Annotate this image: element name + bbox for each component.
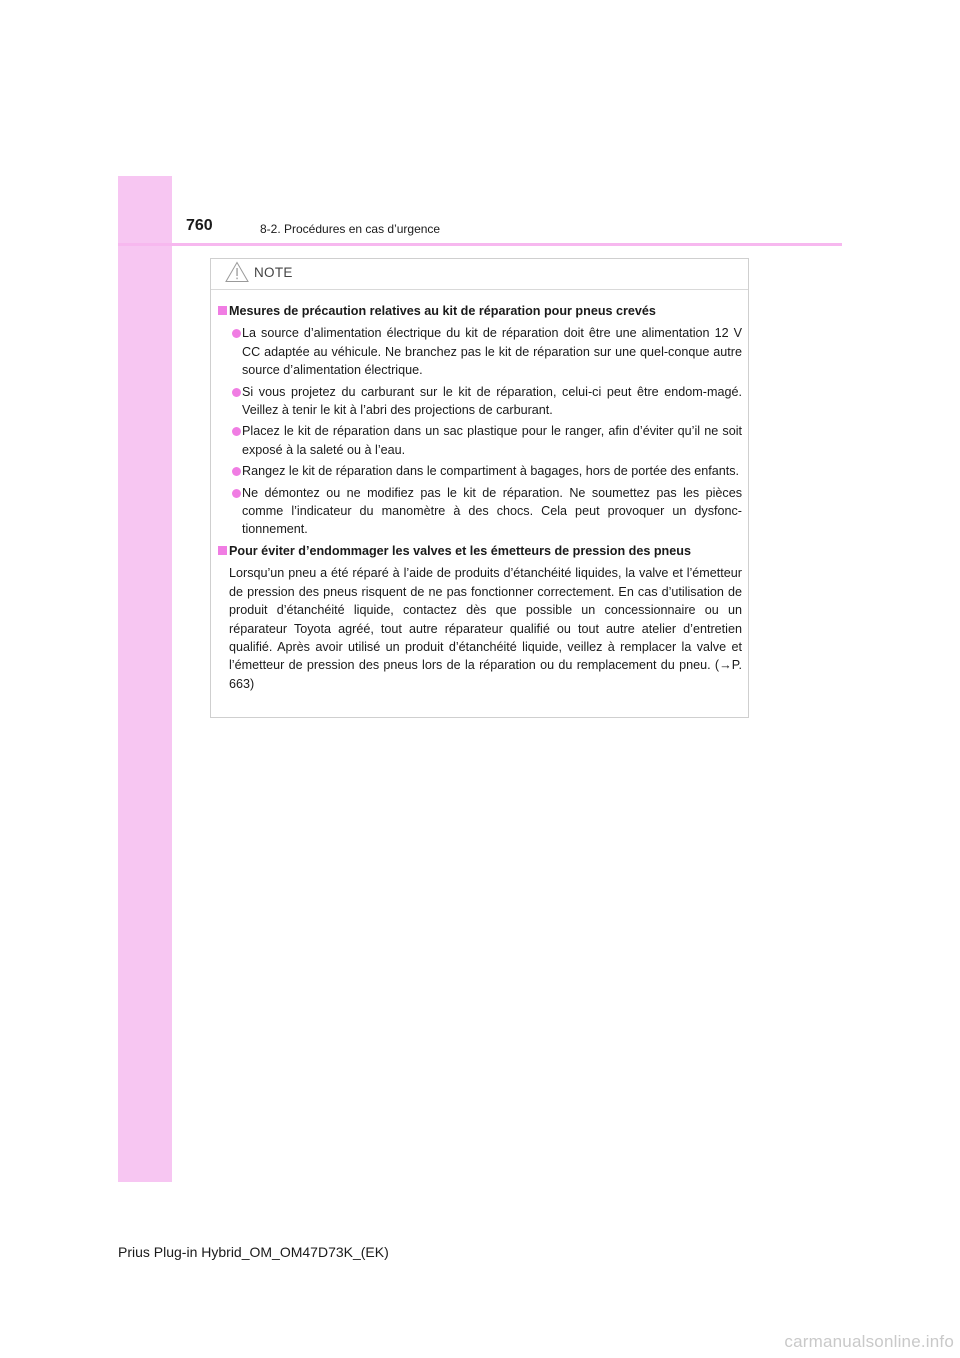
warning-triangle-icon (225, 261, 249, 288)
circle-bullet-icon (232, 388, 241, 397)
circle-bullet-icon (232, 489, 241, 498)
list-item-text: La source d’alimentation électrique du kit de réparation doit être une alimentation 12 V CC adaptée au véhicule. Ne branchez pas le kit de réparation sur une quel-conque autre source d’alimentation électrique. (242, 326, 742, 378)
list-item-text: Rangez le kit de réparation dans le compartiment à bagages, hors de portée des enfants. (242, 464, 740, 479)
note-box (210, 258, 749, 718)
circle-bullet-icon (232, 467, 241, 476)
list-item (217, 484, 742, 539)
note-header (211, 259, 748, 290)
heading-text: Mesures de précaution relatives au kit de réparation pour pneus crevés (229, 304, 656, 318)
header-rule (118, 243, 842, 246)
section-heading (217, 542, 742, 560)
circle-bullet-icon (232, 329, 241, 338)
section-heading (217, 302, 742, 320)
list-item (217, 324, 742, 379)
square-bullet-icon (218, 306, 227, 315)
square-bullet-icon (218, 546, 227, 555)
list-item-text: Ne démontez ou ne modifiez pas le kit de réparation. Ne soumettez pas les pièces comme l’indicateur du manomètre à des chocs. Cela peut provoquer un dysfonc-tionnement. (242, 485, 742, 537)
list-item (217, 462, 742, 480)
chapter-sidebar-tab (118, 176, 172, 1182)
section-title: 8-2. Procédures en cas d’urgence (260, 222, 441, 236)
footer-model-code: Prius Plug-in Hybrid_OM_OM47D73K_(EK) (118, 1244, 389, 1260)
page-number: 760 (186, 217, 213, 234)
list-item-text: Placez le kit de réparation dans un sac plastique pour le ranger, afin d’éviter qu’il ne soit exposé à la saleté ou à l’eau. (242, 424, 742, 457)
list-item-text: Si vous projetez du carburant sur le kit de réparation, celui-ci peut être endom-magé. Veillez à tenir le kit à l’abri des projections de carburant. (242, 384, 742, 418)
list-item (217, 383, 742, 420)
heading-text: Pour éviter d’endommager les valves et les émetteurs de pression des pneus (229, 543, 691, 558)
circle-bullet-icon (232, 427, 241, 436)
section-paragraph: Lorsqu’un pneu a été réparé à l’aide de produits d’étanchéité liquides, la valve et l’émetteur de pression des pneus risquent de ne pas fonctionner correctement. En cas d’utilisation de produit d’étanchéité liquide, contactez dès que possible un concessionnaire ou un réparateur Toyota agréé, tout autre réparateur qualifié ou tout autre atelier d’entretien qualifié. Après avoir utilisé un produit d’étanchéité liquide, veillez à remplacer la valve et l’émetteur de pression des pneus lors de la réparation ou du remplacement du pneu. (→P. 663) (229, 566, 742, 691)
watermark: carmanualsonline.info (784, 1332, 954, 1351)
note-body (211, 290, 748, 693)
list-item (217, 422, 742, 459)
note-label: NOTE (254, 265, 293, 280)
